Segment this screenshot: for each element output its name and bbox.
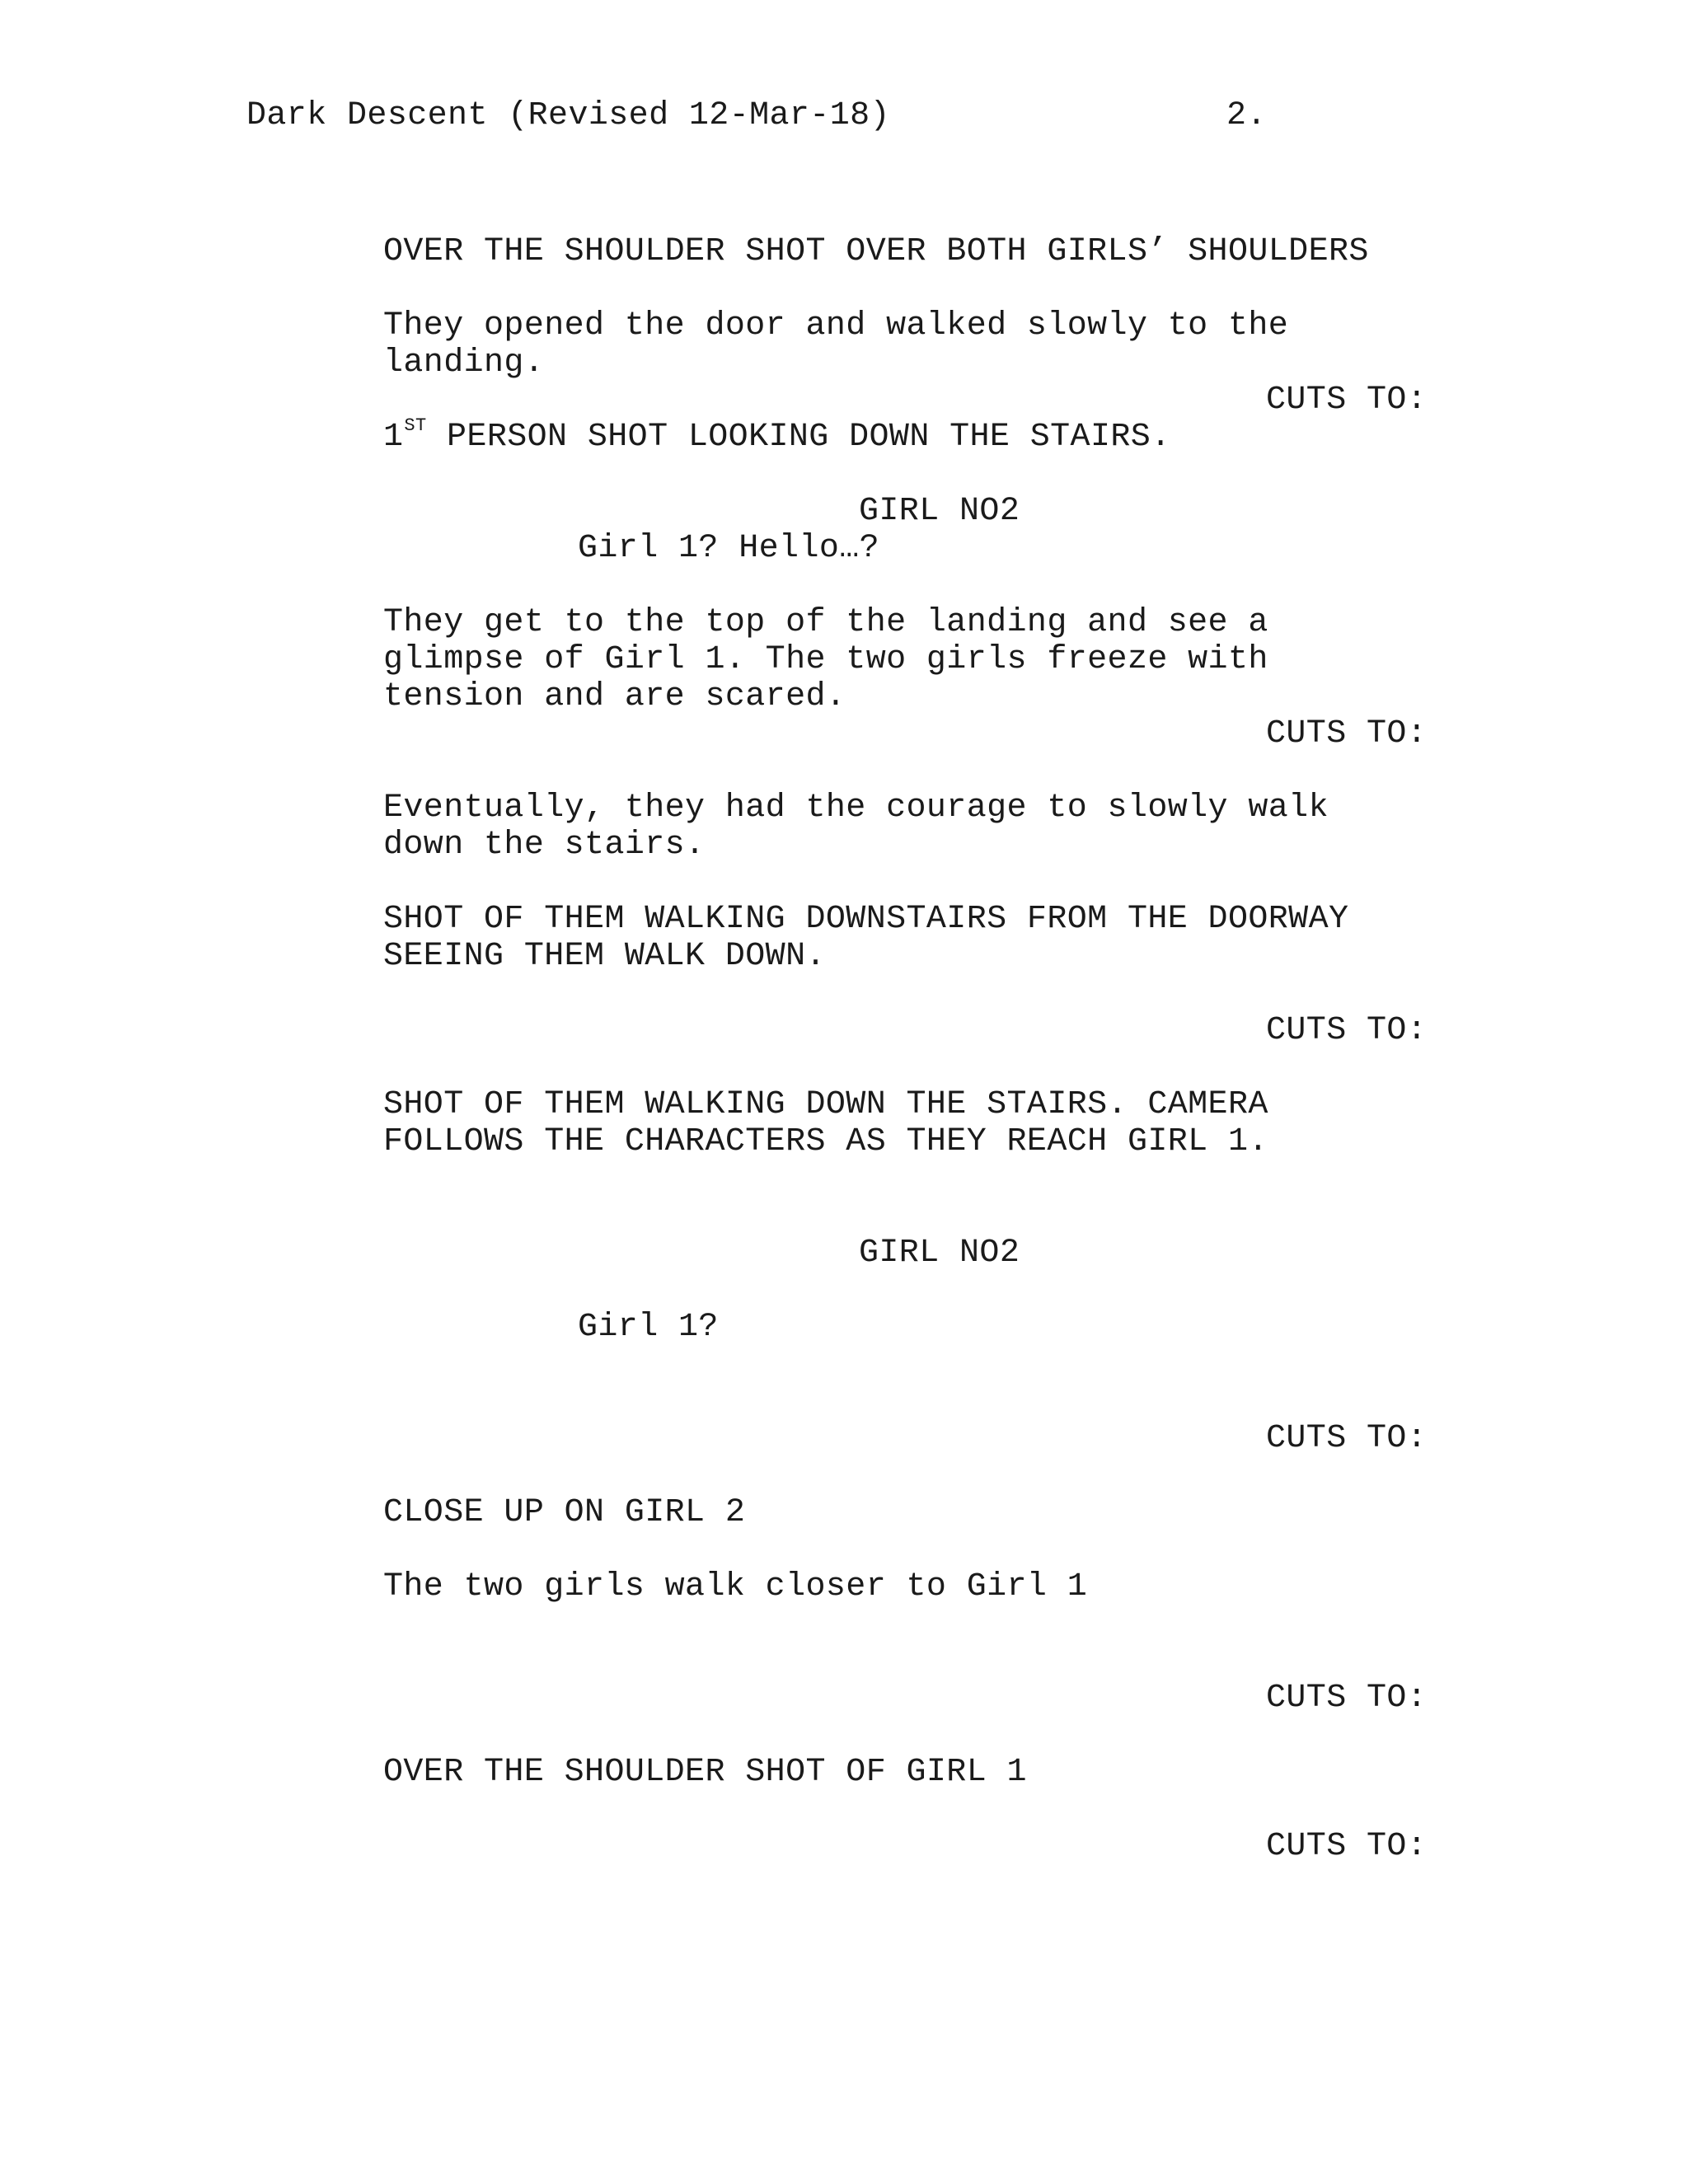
- shot-number: 1: [383, 419, 404, 456]
- transition: CUTS TO:: [1266, 715, 1428, 752]
- ordinal-suffix: ST: [404, 415, 427, 436]
- scene-heading: OVER THE SHOULDER SHOT OVER BOTH GIRLS’ SHOULDERS: [383, 233, 1369, 270]
- shot-heading: FOLLOWS THE CHARACTERS AS THEY REACH GIRL 1.: [383, 1123, 1268, 1160]
- transition: CUTS TO:: [1266, 1828, 1428, 1865]
- dialogue-line: Girl 1?: [578, 1309, 719, 1346]
- shot-heading: SHOT OF THEM WALKING DOWNSTAIRS FROM THE DOORWAY: [383, 901, 1349, 938]
- transition: CUTS TO:: [1266, 1680, 1428, 1717]
- action-line: down the stairs.: [383, 827, 706, 864]
- page-number: 2.: [1226, 97, 1267, 134]
- action-line: They get to the top of the landing and see a: [383, 604, 1268, 641]
- shot-heading: [383, 415, 1171, 456]
- shot-heading: SEEING THEM WALK DOWN.: [383, 938, 826, 975]
- action-line: tension and are scared.: [383, 678, 846, 715]
- shot-heading: CLOSE UP ON GIRL 2: [383, 1494, 746, 1531]
- page-header-title: Dark Descent (Revised 12-Mar-18): [246, 97, 890, 134]
- shot-heading: SHOT OF THEM WALKING DOWN THE STAIRS. CAMERA: [383, 1086, 1268, 1123]
- action-line: They opened the door and walked slowly to the: [383, 307, 1289, 344]
- transition: CUTS TO:: [1266, 1420, 1428, 1457]
- character-name: GIRL NO2: [859, 1235, 1020, 1272]
- shot-description: PERSON SHOT LOOKING DOWN THE STAIRS.: [426, 419, 1171, 456]
- transition: CUTS TO:: [1266, 382, 1428, 419]
- character-name: GIRL NO2: [859, 493, 1020, 530]
- transition: CUTS TO:: [1266, 1012, 1428, 1049]
- action-line: The two girls walk closer to Girl 1: [383, 1568, 1088, 1605]
- action-line: glimpse of Girl 1. The two girls freeze with: [383, 641, 1268, 678]
- shot-heading: OVER THE SHOULDER SHOT OF GIRL 1: [383, 1754, 1027, 1791]
- action-line: landing.: [383, 344, 545, 382]
- action-line: Eventually, they had the courage to slowly walk: [383, 790, 1329, 827]
- dialogue-line: Girl 1? Hello…?: [578, 530, 880, 567]
